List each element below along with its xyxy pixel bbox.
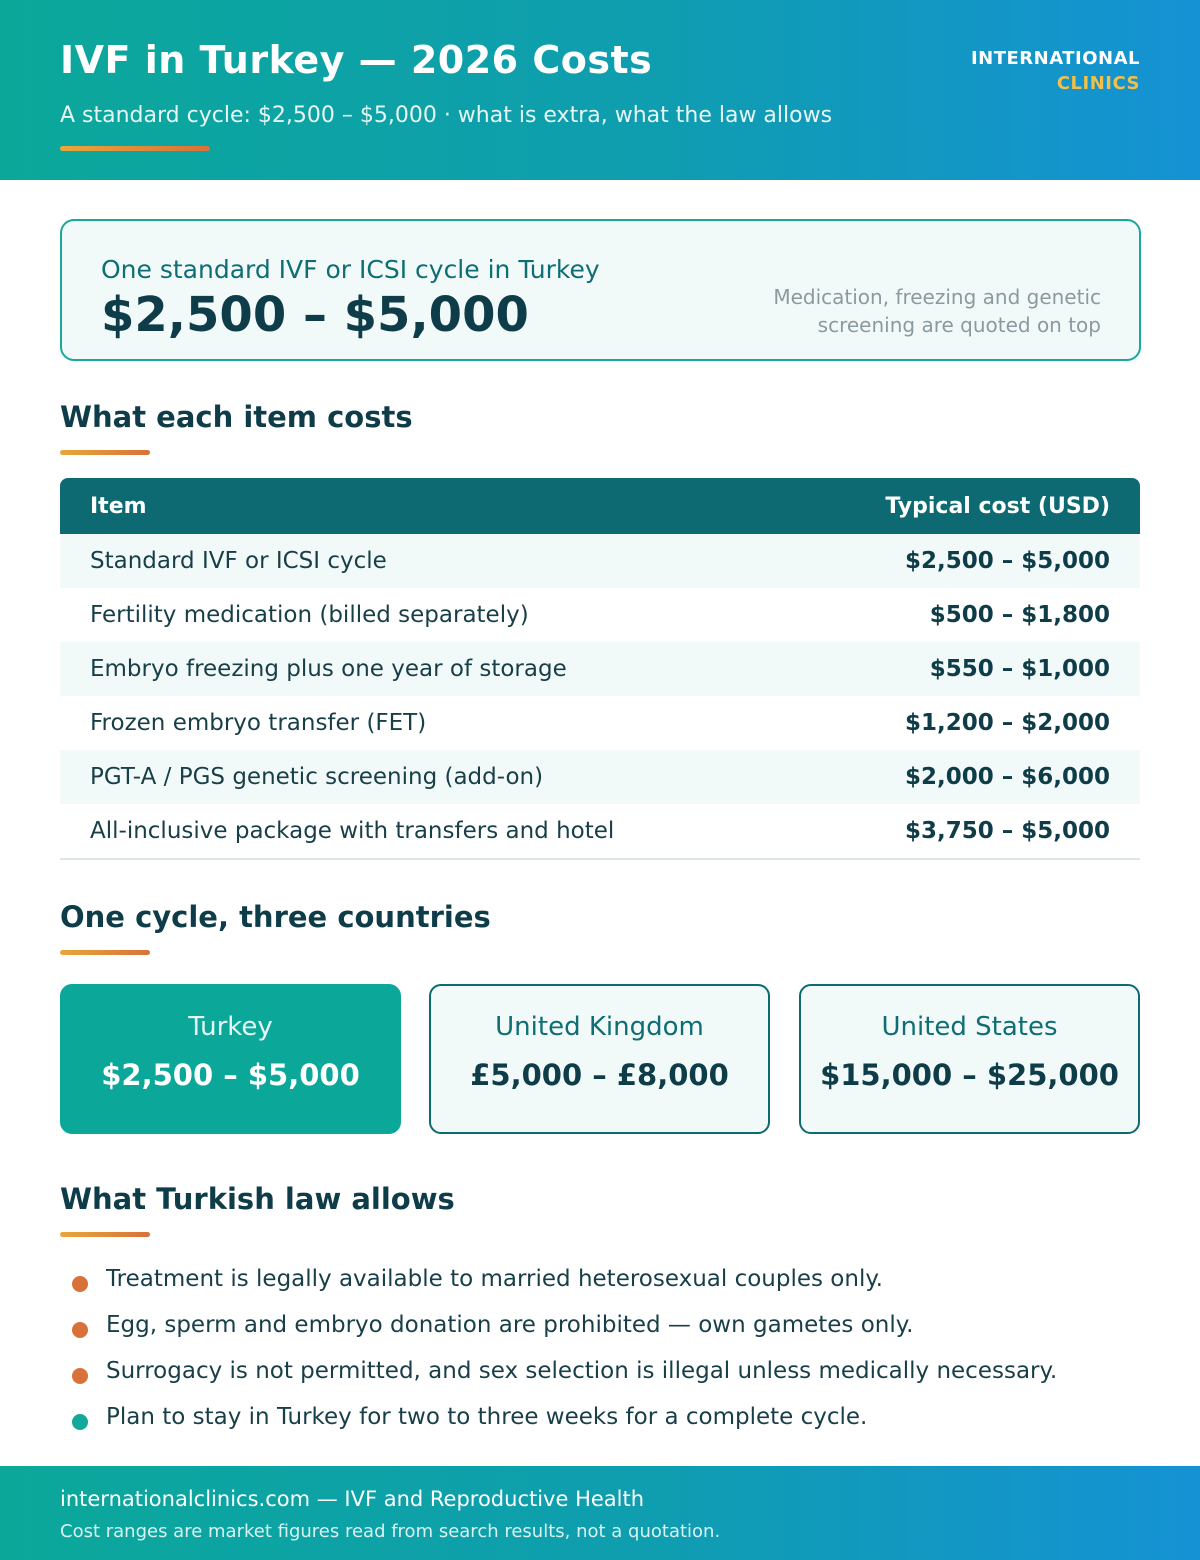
table-row bbox=[60, 750, 1140, 804]
table-bottom-rule bbox=[60, 858, 1140, 860]
table-row bbox=[60, 804, 1140, 858]
row-item: All-inclusive package with transfers and hotel bbox=[90, 818, 615, 844]
card-price: $15,000 – $25,000 bbox=[820, 1058, 1119, 1092]
list-item bbox=[70, 1266, 1130, 1312]
table-header bbox=[60, 478, 1140, 534]
list-item-text: Treatment is legally available to married heterosexual couples only. bbox=[106, 1266, 883, 1292]
row-cost: $1,200 – $2,000 bbox=[904, 710, 1110, 736]
page-subtitle: A standard cycle: $2,500 – $5,000 · what is extra, what the law allows bbox=[60, 103, 833, 128]
list-item-text: Egg, sperm and embryo donation are prohibited — own gametes only. bbox=[106, 1312, 914, 1338]
table-row bbox=[60, 534, 1140, 588]
list-item bbox=[70, 1404, 1130, 1450]
page-footer bbox=[0, 1466, 1200, 1560]
list-item-text: Plan to stay in Turkey for two to three weeks for a complete cycle. bbox=[106, 1404, 868, 1430]
section-accent-bar bbox=[60, 450, 150, 455]
list-item bbox=[70, 1312, 1130, 1358]
row-item: Standard IVF or ICSI cycle bbox=[90, 548, 387, 574]
list-item-text: Surrogacy is not permitted, and sex selection is illegal unless medically necessary. bbox=[106, 1358, 1058, 1384]
cost-table bbox=[60, 478, 1140, 860]
section-accent-bar bbox=[60, 1232, 150, 1237]
row-cost: $500 – $1,800 bbox=[929, 602, 1110, 628]
list-item bbox=[70, 1358, 1130, 1404]
law-list bbox=[70, 1266, 1130, 1450]
row-item: Embryo freezing plus one year of storage bbox=[90, 656, 567, 682]
card-price: £5,000 – £8,000 bbox=[470, 1058, 729, 1092]
brand-line-1: INTERNATIONAL bbox=[970, 48, 1140, 69]
row-item: Frozen embryo transfer (FET) bbox=[90, 710, 427, 736]
section-title-costs: What each item costs bbox=[60, 400, 413, 434]
card-country: United Kingdom bbox=[495, 1012, 704, 1042]
row-cost: $2,500 – $5,000 bbox=[904, 548, 1110, 574]
column-header-cost: Typical cost (USD) bbox=[885, 493, 1110, 519]
section-title-comparison: One cycle, three countries bbox=[60, 900, 491, 934]
card-price: $2,500 – $5,000 bbox=[101, 1058, 360, 1092]
country-comparison bbox=[60, 984, 1140, 1134]
bullet-dot-icon bbox=[72, 1414, 88, 1430]
row-cost: $550 – $1,000 bbox=[929, 656, 1110, 682]
bullet-dot-icon bbox=[72, 1322, 88, 1338]
footer-disclaimer: Cost ranges are market figures read from search results, not a quotation. bbox=[60, 1521, 721, 1542]
page-header bbox=[0, 0, 1200, 180]
brand-logo bbox=[971, 48, 1140, 94]
table-row bbox=[60, 642, 1140, 696]
card-country: United States bbox=[881, 1012, 1058, 1042]
row-cost: $2,000 – $6,000 bbox=[904, 764, 1110, 790]
summary-card bbox=[60, 219, 1141, 361]
brand-line-2: CLINICS bbox=[1056, 73, 1140, 94]
summary-label: One standard IVF or ICSI cycle in Turkey bbox=[101, 255, 600, 284]
row-item: Fertility medication (billed separately) bbox=[90, 602, 529, 628]
country-card-us bbox=[799, 984, 1140, 1134]
column-header-item: Item bbox=[90, 493, 147, 519]
header-accent-bar bbox=[60, 146, 210, 151]
country-card-turkey bbox=[60, 984, 401, 1134]
table-row bbox=[60, 588, 1140, 642]
section-title-law: What Turkish law allows bbox=[60, 1182, 455, 1216]
page-title: IVF in Turkey — 2026 Costs bbox=[60, 38, 653, 82]
table-row bbox=[60, 696, 1140, 750]
row-cost: $3,750 – $5,000 bbox=[904, 818, 1110, 844]
bullet-dot-icon bbox=[72, 1276, 88, 1292]
country-card-uk bbox=[429, 984, 770, 1134]
row-item: PGT-A / PGS genetic screening (add-on) bbox=[90, 764, 544, 790]
section-accent-bar bbox=[60, 950, 150, 955]
summary-note: Medication, freezing and genetic screening are quoted on top bbox=[773, 285, 1101, 337]
card-country: Turkey bbox=[188, 1012, 273, 1042]
summary-range: $2,500 – $5,000 bbox=[101, 287, 529, 343]
footer-site-line: internationalclinics.com — IVF and Reproductive Health bbox=[60, 1487, 645, 1511]
bullet-dot-icon bbox=[72, 1368, 88, 1384]
